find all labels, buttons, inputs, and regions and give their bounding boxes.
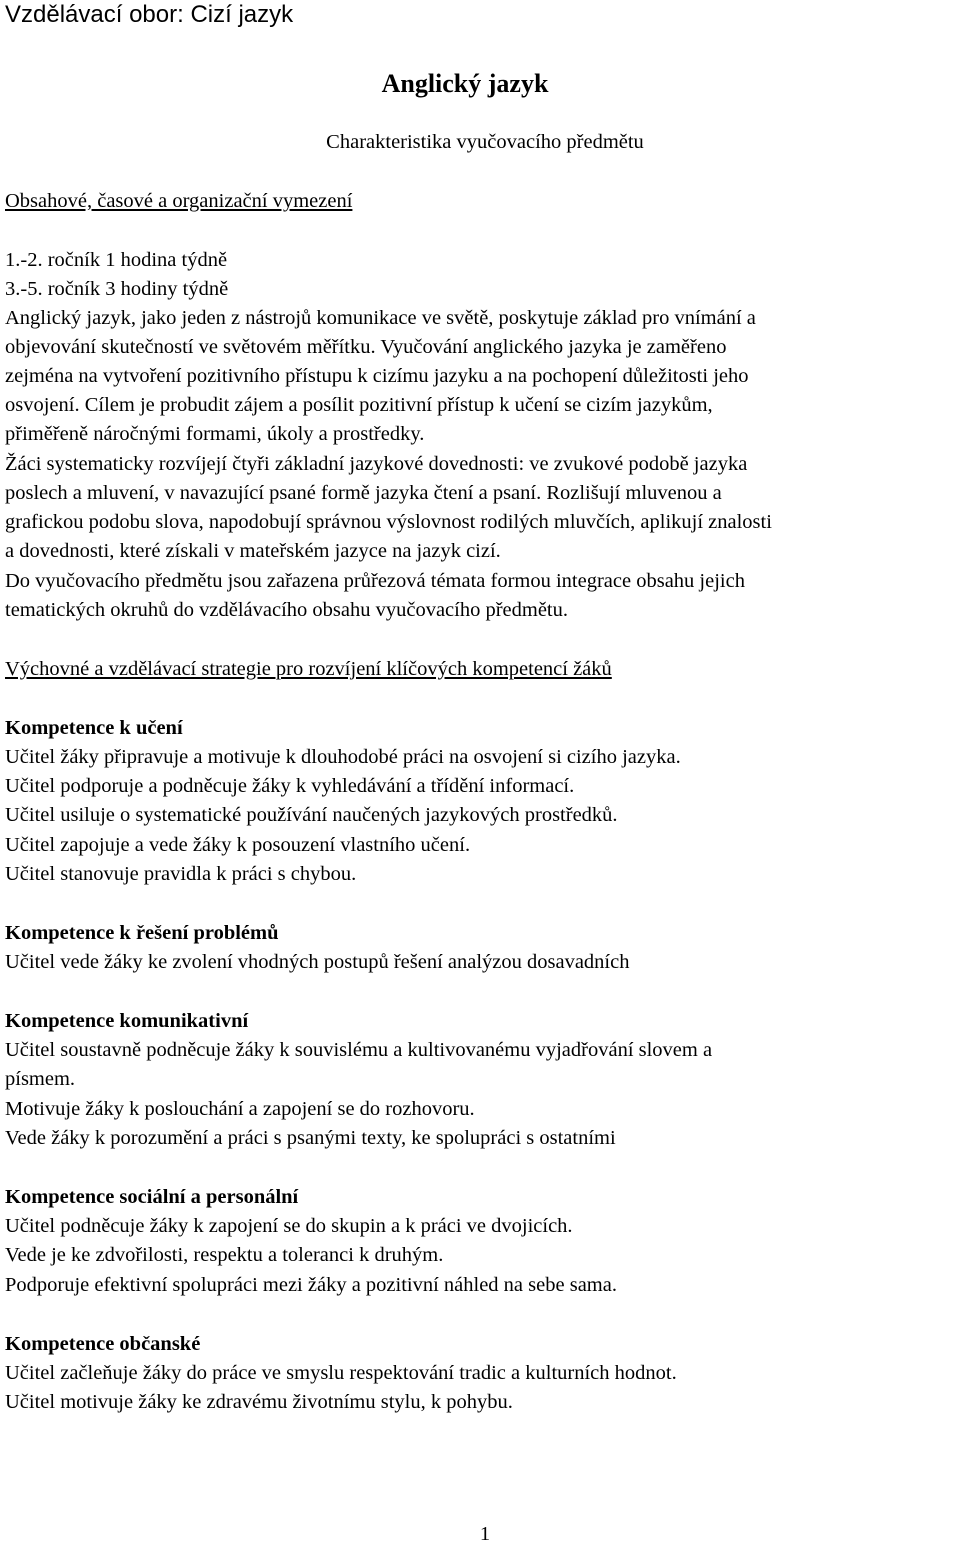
paragraph-line: Anglický jazyk, jako jeden z nástrojů komunikace ve světě, poskytuje základ pro vnímání a: [5, 307, 756, 329]
paragraph-line: Žáci systematicky rozvíjejí čtyři základní jazykové dovednosti: ve zvukové podobě jazyka: [5, 453, 748, 475]
page-number: 1: [479, 1523, 491, 1545]
paragraph-line: Do vyučovacího předmětu jsou zařazena průřezová témata formou integrace obsahu jejich: [5, 570, 745, 592]
paragraph-line: zejména na vytvoření pozitivního přístupu k cizímu jazyku a na pochopení důležitosti jeho: [5, 365, 749, 387]
competence-line: Učitel začleňuje žáky do práce ve smyslu respektování tradic a kulturních hodnot.: [5, 1362, 677, 1384]
competence-line: Učitel usiluje o systematické používání naučených jazykových prostředků.: [5, 804, 618, 826]
paragraph-line: osvojení. Cílem je probudit zájem a posílit pozitivní přístup k učení se cizím jazykům,: [5, 394, 713, 416]
competence-line: písmem.: [5, 1068, 76, 1090]
competence-line: Učitel žáky připravuje a motivuje k dlouhodobé práci na osvojení si cizího jazyka.: [5, 746, 681, 768]
paragraph-line: 1.-2. ročník 1 hodina týdně: [5, 249, 228, 271]
competence-line: Učitel motivuje žáky ke zdravému životnímu stylu, k pohybu.: [5, 1391, 513, 1413]
section-heading-organizational: Obsahové, časové a organizační vymezení: [5, 190, 353, 212]
competence-line: Vede je ke zdvořilosti, respektu a toleranci k druhým.: [5, 1244, 444, 1266]
document-header: Vzdělávací obor: Cizí jazyk: [5, 1, 294, 28]
paragraph-line: 3.-5. ročník 3 hodiny týdně: [5, 278, 229, 300]
subject-subtitle: Charakteristika vyučovacího předmětu: [326, 131, 644, 153]
competence-heading-communicative: Kompetence komunikativní: [5, 1010, 249, 1032]
paragraph-line: grafickou podobu slova, napodobují správnou výslovnost rodilých mluvčích, aplikují znalosti: [5, 511, 772, 533]
competence-heading-learning: Kompetence k učení: [5, 717, 183, 739]
section-heading-strategies: Výchovné a vzdělávací strategie pro rozvíjení klíčových kompetencí žáků: [5, 658, 612, 680]
competence-line: Učitel vede žáky ke zvolení vhodných postupů řešení analýzou dosavadních: [5, 951, 630, 973]
competence-line: Motivuje žáky k poslouchání a zapojení se do rozhovoru.: [5, 1098, 475, 1120]
competence-line: Učitel stanovuje pravidla k práci s chybou.: [5, 863, 357, 885]
competence-line: Vede žáky k porozumění a práci s psanými texty, ke spolupráci s ostatními: [5, 1127, 616, 1149]
competence-heading-civic: Kompetence občanské: [5, 1333, 201, 1355]
paragraph-line: poslech a mluvení, v navazující psané formě jazyka čtení a psaní. Rozlišují mluvenou a: [5, 482, 722, 504]
competence-heading-social-personal: Kompetence sociální a personální: [5, 1186, 299, 1208]
paragraph-line: tematických okruhů do vzdělávacího obsahu vyučovacího předmětu.: [5, 599, 568, 621]
paragraph-line: objevování skutečností ve světovém měřítku. Vyučování anglického jazyka je zaměřeno: [5, 336, 727, 358]
competence-line: Učitel zapojuje a vede žáky k posouzení vlastního učení.: [5, 834, 471, 856]
competence-heading-problem-solving: Kompetence k řešení problémů: [5, 922, 279, 944]
paragraph-line: a dovednosti, které získali v mateřském jazyce na jazyk cizí.: [5, 540, 501, 562]
competence-line: Podporuje efektivní spolupráci mezi žáky a pozitivní náhled na sebe sama.: [5, 1274, 617, 1296]
competence-line: Učitel podporuje a podněcuje žáky k vyhledávání a třídění informací.: [5, 775, 575, 797]
competence-line: Učitel soustavně podněcuje žáky k souvislému a kultivovanému vyjadřování slovem a: [5, 1039, 713, 1061]
paragraph-line: přiměřeně náročnými formami, úkoly a prostředky.: [5, 423, 425, 445]
subject-title: Anglický jazyk: [381, 69, 549, 98]
competence-line: Učitel podněcuje žáky k zapojení se do skupin a k práci ve dvojicích.: [5, 1215, 573, 1237]
